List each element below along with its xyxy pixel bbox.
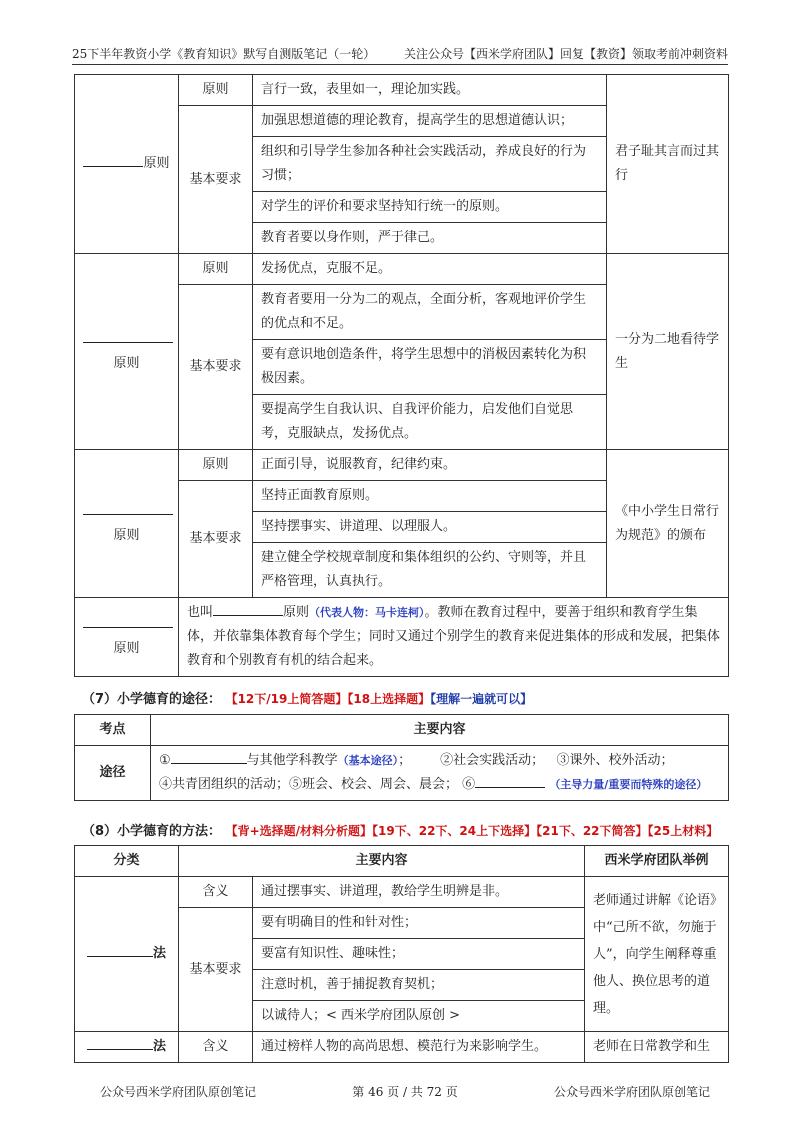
principle-name-cell: 原则	[75, 75, 179, 254]
section-7-heading: （7）小学德育的途径： 【12下/19上简答题】【18上选择题】【理解一遍就可以】	[82, 692, 533, 707]
header-right: 关注公众号【西米学府团队】回复【教资】领取考前冲刺资料	[403, 47, 728, 61]
principles-table	[74, 74, 729, 677]
example-cell: 《中小学生日常行为规范》的颁布	[607, 450, 729, 598]
column-header: 考点	[75, 715, 151, 746]
table-header-row	[75, 846, 729, 877]
channels-content: ① 与其他学科教学（基本途径）； ②社会实践活动； ③课外、校外活动； ④共青团组织的活动；⑤班会、校会、周会、晨会； ⑥ （主导力量/重要而特殊的途径）	[151, 746, 729, 801]
principle-content: 正面引导，说服教育，纪律约束。	[253, 450, 607, 481]
example-cell: 君子耻其言而过其行	[607, 75, 729, 254]
table-row	[75, 746, 729, 801]
table-row	[75, 75, 729, 106]
requirement-item: 建立健全学校规章制度和集体组织的公约、守则等，并且严格管理，认真执行。	[253, 543, 607, 598]
requirement-item: 教育者要用一分为二的观点，全面分析，客观地评价学生的优点和不足。	[253, 285, 607, 340]
principle-name-cell: 原则	[75, 450, 179, 598]
example-cell: 老师在日常教学和生	[585, 1032, 729, 1063]
requirement-item: 以诚待人；< 西米学府团队原创 >	[253, 1001, 585, 1032]
table-row	[75, 598, 729, 677]
page-header	[72, 40, 728, 65]
table-row	[75, 450, 729, 481]
requirement-item: 要有明确目的性和针对性；	[253, 908, 585, 939]
collective-principle-cell: 也叫 原则（代表人物：马卡连柯）。教师在教育过程中，要善于组织和教育学生集体，并依靠集体教育每个学生；同时又通过个别学生的教育来促进集体的形成和发展，把集体教育和个别教育有机的结合起来。	[179, 598, 729, 677]
header-left: 25下半年教资小学《教育知识》默写自测版笔记（一轮）	[72, 47, 376, 61]
requirement-label: 基本要求	[179, 285, 253, 450]
page-number: 第 46 页 / 共 72 页	[352, 1085, 458, 1099]
footer-right: 公众号西米学府团队原创笔记	[553, 1085, 710, 1099]
principle-label: 原则	[179, 75, 253, 106]
requirement-label: 基本要求	[179, 481, 253, 598]
table-row	[75, 877, 729, 908]
principle-label: 原则	[179, 254, 253, 285]
column-header: 主要内容	[179, 846, 585, 877]
method-name-cell: 法	[75, 877, 179, 1032]
column-header: 主要内容	[151, 715, 729, 746]
principle-content: 言行一致，表里如一，理论加实践。	[253, 75, 607, 106]
example-cell: 老师通过讲解《论语》中“己所不欲，勿施于人”，向学生阐释尊重他人、换位思考的道理。	[585, 877, 729, 1032]
principle-name-cell: 原则	[75, 598, 179, 677]
page-footer	[100, 1083, 710, 1100]
table-row	[75, 254, 729, 285]
requirement-item: 要提高学生自我认识、自我评价能力，启发他们自觉思考，克服缺点，发扬优点。	[253, 395, 607, 450]
requirement-item: 教育者要以身作则，严于律己。	[253, 223, 607, 254]
requirement-item: 组织和引导学生参加各种社会实践活动，养成良好的行为习惯；	[253, 137, 607, 192]
principle-content: 发扬优点，克服不足。	[253, 254, 607, 285]
column-header: 分类	[75, 846, 179, 877]
example-cell: 一分为二地看待学生	[607, 254, 729, 450]
definition-content: 通过摆事实、讲道理，教给学生明辨是非。	[253, 877, 585, 908]
requirement-label: 基本要求	[179, 106, 253, 254]
principle-label: 原则	[179, 450, 253, 481]
requirement-label: 基本要求	[179, 908, 253, 1032]
principle-name-cell: 原则	[75, 254, 179, 450]
requirement-item: 加强思想道德的理论教育，提高学生的思想道德认识；	[253, 106, 607, 137]
row-label: 途径	[75, 746, 151, 801]
moral-education-channels-table	[74, 714, 729, 801]
table-header-row	[75, 715, 729, 746]
definition-label: 含义	[179, 1032, 253, 1063]
table-row	[75, 1032, 729, 1063]
column-header: 西米学府团队举例	[585, 846, 729, 877]
definition-content: 通过榜样人物的高尚思想、模范行为来影响学生。	[253, 1032, 585, 1063]
method-name-cell: 法	[75, 1032, 179, 1063]
footer-left: 公众号西米学府团队原创笔记	[100, 1085, 257, 1099]
requirement-item: 要有意识地创造条件，将学生思想中的消极因素转化为积极因素。	[253, 340, 607, 395]
definition-label: 含义	[179, 877, 253, 908]
requirement-item: 注意时机，善于捕捉教育契机；	[253, 970, 585, 1001]
requirement-item: 坚持正面教育原则。	[253, 481, 607, 512]
requirement-item: 对学生的评价和要求坚持知行统一的原则。	[253, 192, 607, 223]
requirement-item: 要富有知识性、趣味性；	[253, 939, 585, 970]
section-8-heading: （8）小学德育的方法： 【背+选择题/材料分析题】【19下、22下、24上下选择】【21下、22下简答】【25上材料】	[82, 824, 719, 839]
moral-education-methods-table	[74, 845, 729, 1063]
requirement-item: 坚持摆事实、讲道理、以理服人。	[253, 512, 607, 543]
